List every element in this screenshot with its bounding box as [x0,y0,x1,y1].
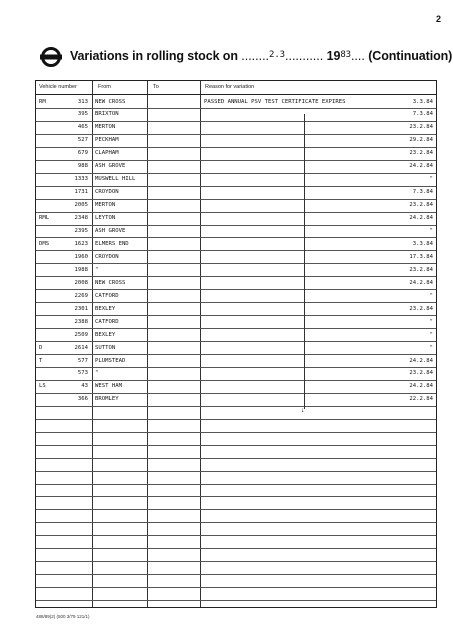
from-garage: SUTTON [95,344,116,351]
from-garage: BEXLEY [95,305,116,312]
from-garage: BEXLEY [95,331,116,338]
row-rule [36,250,436,251]
form-header [40,44,453,70]
date-value: 2.3 [269,50,286,60]
from-garage: BROMLEY [95,396,119,403]
row-rule [36,406,436,407]
row-rule [36,380,436,381]
vehicle-number: 988 [77,163,88,170]
variation-date: 23.2.84 [409,370,433,377]
from-garage: ELMERS END [95,240,129,247]
row-rule [36,186,436,187]
row-rule [36,289,436,290]
roundel-logo-icon [40,46,62,68]
vehicle-number: 366 [77,396,88,403]
row-rule [36,237,436,238]
row-rule [36,561,436,562]
row-rule [36,212,436,213]
variation-date: " [429,292,433,299]
from-garage: " [95,370,99,377]
vehicle-number: 2269 [74,292,88,299]
variation-date: " [429,331,433,338]
page-number: 2 [435,14,441,24]
variation-date: 23.2.84 [409,305,433,312]
row-rule [36,445,436,446]
vehicle-number: 1731 [74,189,88,196]
ditto-arrow-line [304,114,305,409]
variation-date: 24.2.84 [409,357,433,364]
vehicle-class: LS [39,383,46,390]
vehicle-number: 573 [77,370,88,377]
variations-table [35,80,437,608]
vehicle-number: 2301 [74,305,88,312]
vehicle-number: 1988 [74,266,88,273]
variation-date: 24.2.84 [409,279,433,286]
vehicle-number: 1960 [74,253,88,260]
row-rule [36,160,436,161]
row-rule [36,354,436,355]
variation-date: 24.2.84 [409,163,433,170]
row-rule [36,263,436,264]
variation-date: 3.3.84 [412,240,433,247]
row-rule [36,367,436,368]
vehicle-number: 43 [81,383,88,390]
vehicle-number: 1623 [74,240,88,247]
vehicle-number: 577 [77,357,88,364]
from-garage: MUSWELL HILL [95,176,136,183]
variation-date: " [429,344,433,351]
row-rule [36,276,436,277]
row-rule [36,393,436,394]
variation-date: " [429,228,433,234]
from-garage: PECKHAM [95,137,119,144]
header-rule [36,94,436,95]
row-rule [36,496,436,497]
row-rule [36,484,436,485]
variation-date: 22.2.84 [409,396,433,403]
from-garage: " [95,266,99,273]
vehicle-number: 313 [77,98,88,105]
vehicle-number: 2008 [74,279,88,286]
vehicle-class: T [39,357,43,364]
vehicle-number: 679 [77,150,88,157]
from-garage: MERTON [95,202,116,209]
form-title [70,49,452,63]
vehicle-number: 2395 [74,228,88,234]
vehicle-number: 2509 [74,331,88,338]
row-rule [36,535,436,536]
vehicle-number: 395 [77,111,88,118]
from-garage: CROYDON [95,189,119,196]
variation-date: 29.2.84 [409,137,433,144]
column-header-to: To [153,84,159,90]
row-rule [36,121,436,122]
from-garage: CROYDON [95,253,119,260]
variation-date: 23.2.84 [409,124,433,131]
row-rule [36,108,436,109]
vehicle-class: RML [39,215,50,222]
date-dots-left: ........ [241,49,270,63]
variation-date: 7.3.84 [412,189,433,196]
row-rule [36,574,436,575]
vehicle-number: 465 [77,124,88,131]
vehicle-class: RM [39,98,46,105]
variation-date: 7.3.84 [412,111,433,118]
row-rule [36,587,436,588]
from-garage: NEW CROSS [95,279,126,286]
variation-reason: PASSED ANNUAL PSV TEST CERTIFICATE EXPIRES [204,98,346,105]
from-garage: NEW CROSS [95,98,126,105]
variation-date: 3.3.84 [412,98,433,105]
variation-date: " [429,176,433,183]
row-rule [36,548,436,549]
row-rule [36,302,436,303]
row-rule [36,134,436,135]
row-rule [36,341,436,342]
row-rule [36,458,436,459]
row-rule [36,432,436,433]
row-rule [36,419,436,420]
column-header-vehicle-number: Vehicle number [39,84,77,90]
vehicle-class: DMS [39,240,50,247]
vehicle-number: 1333 [74,176,88,183]
row-rule [36,173,436,174]
row-rule [36,471,436,472]
vehicle-class: D [39,344,43,351]
column-header-from: From [98,84,111,90]
from-garage: PLUMSTEAD [95,357,126,364]
vehicle-number: 527 [77,137,88,144]
variation-date: 24.2.84 [409,215,433,222]
variation-date: " [429,318,433,325]
title-prefix: Variations in rolling stock on [70,49,238,63]
variation-date: 23.2.84 [409,150,433,157]
vehicle-number: 2388 [74,318,88,325]
from-garage: CATFORD [95,292,119,299]
from-garage: MERTON [95,124,116,131]
year-dots: .... [350,49,365,63]
column-header-reason: Reason for variation [205,84,255,90]
vehicle-number: 2348 [74,215,88,222]
from-garage: WEST HAM [95,383,122,390]
year-value: 83 [340,50,351,60]
ditto-arrow-head-icon: ↓ [301,407,305,414]
date-dots-right: ........... [285,49,324,63]
row-rule [36,225,436,226]
vehicle-number: 2614 [74,344,88,351]
row-rule [36,522,436,523]
variation-date: 23.2.84 [409,202,433,209]
variation-date: 23.2.84 [409,266,433,273]
variation-date: 17.3.84 [409,253,433,260]
variation-date: 24.2.84 [409,383,433,390]
vehicle-number: 2005 [74,202,88,209]
from-garage: CLAPHAM [95,150,119,157]
row-rule [36,328,436,329]
continuation-label: (Continuation) [368,49,453,63]
row-rule [36,147,436,148]
row-rule [36,199,436,200]
year-prefix: 19 [326,49,341,63]
row-rule [36,600,436,601]
from-garage: ASH GROVE [95,163,126,170]
from-garage: LEYTON [95,215,116,222]
from-garage: ASH GROVE [95,228,126,234]
from-garage: CATFORD [95,318,119,325]
row-rule [36,509,436,510]
row-rule [36,315,436,316]
from-garage: BRIXTON [95,111,119,118]
form-footer-code: 488/89(2) (500 3/79 121/1) [36,614,90,619]
